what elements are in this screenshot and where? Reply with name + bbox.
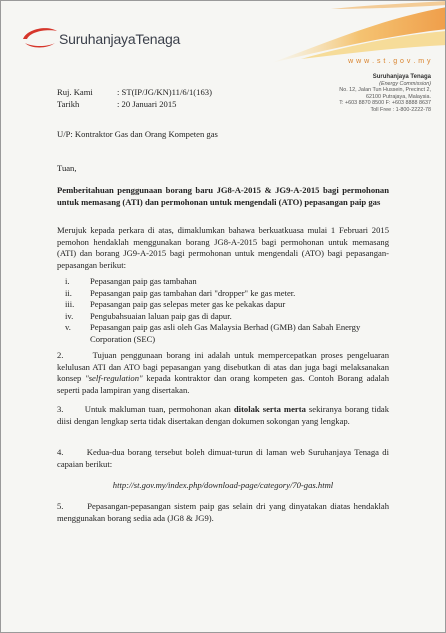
- paragraph-5: [57, 501, 389, 524]
- list-item: [57, 288, 389, 300]
- address-block: [301, 74, 431, 114]
- paragraph-4-text: Kedua-dua borang tersebut boleh dimuat-turun di laman web Suruhanjaya Tenaga di capaian berikut:: [57, 447, 389, 469]
- reference-block: [57, 86, 212, 110]
- list-item: [57, 299, 389, 311]
- paragraph-3-text-a: Untuk makluman tuan, permohonan akan: [84, 404, 234, 414]
- list-item-number: ii.: [65, 287, 72, 298]
- paragraph-5-text: Pepasangan-pepasangan sistem paip gas selain dri yang dinyatakan diatas hendaklah menggunakan borang sedia ada (JG8 & JG9).: [57, 501, 389, 523]
- tarikh-label: Tarikh: [57, 99, 80, 109]
- paragraph-4: [57, 447, 389, 470]
- list-item: [57, 311, 389, 323]
- list-item: [57, 276, 389, 288]
- intro-paragraph: Merujuk kepada perkara di atas, dimaklumkan bahawa berkuatkuasa mulai 1 Februari 2015 pemohon hendaklah menggunakan borang JG8-A-2015 bagi permohonan untuk memasang (ATI) dan borang JG9-A-2015 bagi permohonan untuk mengendali (ATO) bagi pepasangan-pepasangan berikut:: [57, 225, 389, 270]
- paragraph-3: [57, 404, 389, 427]
- list-item: [57, 322, 389, 345]
- paragraph-2-emphasis: "self-regulation": [85, 373, 143, 383]
- conditions-list: [57, 276, 389, 345]
- address-line2: 62100 Putrajaya, Malaysia.: [365, 93, 431, 100]
- list-item-number: v.: [65, 322, 71, 332]
- address-phone: T: +603 8870 8500 F: +603 8888 8637: [339, 100, 431, 107]
- tarikh-value: : 20 Januari 2015: [117, 99, 177, 109]
- website-text: w w w . s t . g o v . m y: [348, 58, 431, 65]
- paragraph-3-strong: ditolak serta merta: [233, 404, 306, 414]
- address-sub: (Energy Commission): [379, 80, 431, 87]
- list-item-text: Pepasangan paip gas tambahan: [90, 276, 197, 286]
- address-tollfree: Toll Free : 1-800-2222-78: [370, 106, 431, 113]
- attention-line: U/P: Kontraktor Gas dan Orang Kompeten gas: [57, 129, 218, 139]
- suruhanjaya-tenaga-logo-icon: [21, 25, 59, 53]
- paragraph-2: [57, 350, 389, 396]
- subject-heading: Pemberitahuan penggunaan borang baru JG8-A-2015 & JG9-A-2015 bagi permohonan untuk memasang (ATI) dan permohonan untuk mengendali (ATO) pepasangan paip gas: [57, 185, 389, 207]
- paragraph-2-number: 2.: [57, 350, 64, 360]
- list-item-text: Pepasangan paip gas asli oleh Gas Malaysia Berhad (GMB) dan Sabah Energy Corporation (SEC): [90, 322, 361, 344]
- paragraph-2-text-a: Tujuan penggunaan borang ini adalah untuk mempercepatkan proses pengeluaran kelulusan ATI dan ATO bagi pepasangan yang disebutkan di atas dan juga bagi melaksanakan konsep: [57, 350, 389, 383]
- list-item-number: i.: [65, 276, 70, 286]
- address-line1: No. 12, Jalan Tun Hussein, Precinct 2,: [339, 87, 431, 94]
- list-item-number: iii.: [65, 299, 75, 309]
- list-item-text: Pepasangan paip gas selepas meter gas ke pekakas dapur: [90, 299, 286, 309]
- salutation: Tuan,: [57, 163, 77, 173]
- paragraph-5-number: 5.: [57, 501, 64, 511]
- paragraph-4-number: 4.: [57, 447, 64, 457]
- paragraph-3-number: 3.: [57, 404, 64, 414]
- list-item-number: iv.: [65, 310, 74, 321]
- address-org: Suruhanjaya Tenaga: [372, 74, 431, 80]
- paragraph-3-text-b: sekiranya borang tidak diisi dengan lengkap serta tidak disertakan dengan dokumen sokongan yang lengkap.: [57, 404, 389, 426]
- list-item-text: Pengubahsuaian laluan paip gas di dapur.: [90, 310, 232, 321]
- list-item-text: Pepasangan paip gas tambahan dari "dropper" ke gas meter.: [90, 287, 296, 298]
- ruj-value: : ST(IP/JG/KN)11/6/1(163): [117, 87, 212, 97]
- paragraph-2-text-b: kepada kontraktor dan orang kompeten gas. Contoh Borang adalah seperti pada lampiran yang disertakan.: [57, 373, 390, 395]
- org-name: SuruhanjayaTenaga: [59, 31, 181, 47]
- download-url-link[interactable]: http://st.gov.my/index.php/download-page/category/70-gas.html: [112, 480, 334, 490]
- ruj-label: Ruj. Kami: [57, 87, 93, 97]
